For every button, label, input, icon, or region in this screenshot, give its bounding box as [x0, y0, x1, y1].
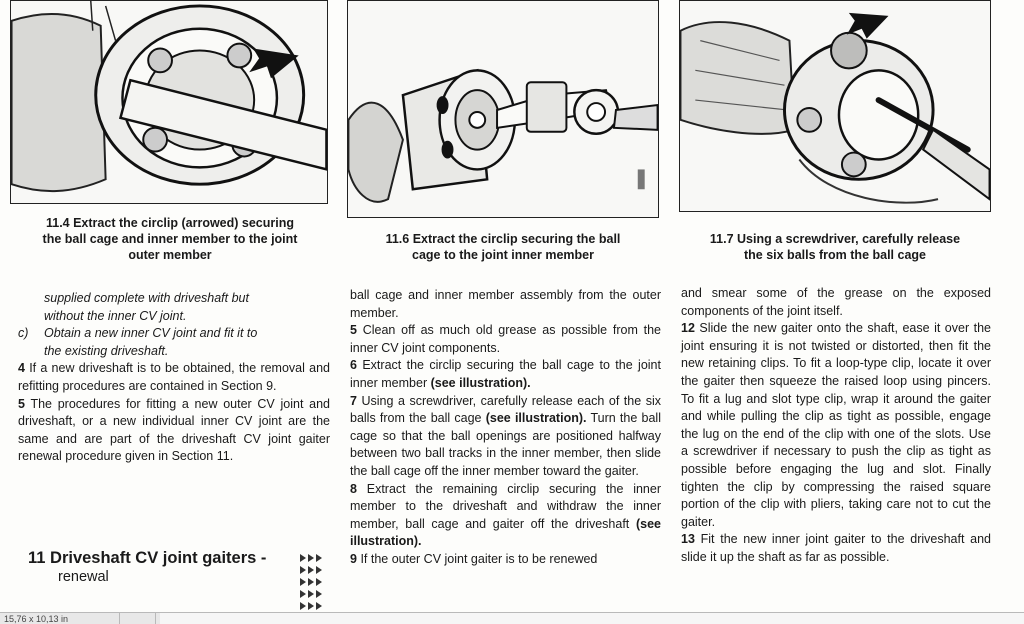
caption-line: 11.6 Extract the circlip securing the ball	[385, 232, 621, 246]
paragraph-text: Extract the circlip securing the ball cage to the joint inner member	[350, 358, 661, 390]
caption-line: the ball cage and inner member to the joint	[42, 232, 298, 246]
paragraph-number: 4	[18, 361, 25, 376]
figure-11-4	[10, 0, 328, 204]
paragraph-number: 8	[350, 481, 357, 496]
text-column-right	[681, 285, 991, 567]
paragraph-12	[681, 320, 991, 531]
paragraph-text: Clean off as much old grease as possible from the inner CV joint components.	[350, 323, 661, 355]
section-heading	[28, 548, 298, 586]
figure-11-6	[347, 0, 659, 218]
text-column-middle	[350, 287, 661, 569]
caption-line: 11.4 Extract the circlip (arrowed) securing	[45, 216, 294, 230]
section-subtitle: renewal	[58, 569, 109, 585]
paragraph-number: 5	[350, 323, 357, 338]
illustration-ref: (see illustration).	[430, 375, 531, 390]
paragraph-5	[18, 396, 330, 466]
paragraph-5	[350, 322, 661, 357]
paragraph-number: 13	[681, 532, 695, 547]
paragraph-continuation: and smear some of the grease on the exposed components of the joint itself.	[681, 286, 991, 318]
viewer-status-bar	[0, 612, 1024, 624]
paragraph-9	[350, 551, 661, 569]
status-message-area	[160, 613, 1024, 624]
text-column-left	[18, 290, 330, 466]
section-title: 11 Driveshaft CV joint gaiters -	[28, 549, 267, 567]
text-line: Obtain a new inner CV joint and fit it to	[44, 326, 258, 341]
illustration-ref: (see illustration).	[350, 516, 661, 549]
paragraph-6	[350, 357, 661, 392]
caption-line: 11.7 Using a screwdriver, carefully release	[709, 232, 961, 246]
list-continuation	[18, 290, 330, 325]
paragraph-text: If a new driveshaft is to be obtained, the removal and refitting procedures are contained in Section 9.	[18, 361, 330, 393]
list-item-c	[18, 325, 330, 360]
paragraph-text: Fit the new inner joint gaiter to the driveshaft and slide it up the shaft as far as possible.	[681, 532, 992, 564]
figure-11-7-caption	[679, 231, 991, 263]
paragraph-7	[350, 393, 661, 481]
paragraph-text: Slide the new gaiter onto the shaft, ease it over the joint ensuring it is not twisted or distorted, then fit the new retaining clips. To fit a loop-type clip, locate it over the gaiter then squeeze the raised loop using pincers. To fit a lug and slot type clip, wrap it around the gaiter and while pulling the clip as tight as possible, engage the lug on the end of the clip with one of the slots. Use a screwdriver if necessary to push the clip as tight as possible before engaging the lug and slot. Finally tighten the clip by compressing the raised square portion of the clip with pliers, taking care not to cut the gaiter.	[681, 321, 991, 529]
text-line: supplied complete with driveshaft but	[44, 291, 249, 305]
section-tab-graphic	[296, 550, 326, 614]
text-line: without the inner CV joint.	[44, 308, 187, 323]
list-label: c)	[18, 326, 29, 341]
caption-line: the six balls from the ball cage	[743, 248, 926, 262]
figure-11-6-caption	[347, 231, 659, 263]
paragraph-number: 5	[18, 396, 25, 411]
paragraph-number: 6	[350, 358, 357, 373]
figure-11-4-caption	[12, 215, 328, 263]
paragraph-number: 7	[350, 393, 357, 408]
document-size-readout: 15,76 x 10,13 in	[0, 613, 120, 624]
illustration-ref: (see illustration).	[485, 411, 587, 426]
figure-11-7-illustration	[680, 1, 990, 211]
figure-11-4-illustration	[11, 1, 327, 203]
paragraph-number: 12	[681, 321, 695, 336]
paragraph-4	[18, 360, 330, 395]
paragraph-13	[681, 531, 991, 566]
paragraph-text: Using a screwdriver, carefully release each of the six balls from the ball cage	[350, 393, 661, 426]
paragraph-text: If the outer CV joint gaiter is to be renewed	[360, 551, 598, 566]
paragraph-text: Turn the ball cage so that the ball openings are positioned halfway between two ball tracks in the inner member, then slide the ball cage off the inner member toward the gaiter.	[350, 411, 661, 478]
status-cell	[124, 613, 156, 624]
paragraph-text: Extract the remaining circlip securing the inner member to the driveshaft and withdraw the inner member, ball cage and gaiter off the driveshaft	[350, 481, 661, 531]
caption-line: cage to the joint inner member	[412, 248, 594, 262]
paragraph-text: The procedures for fitting a new outer CV joint and driveshaft, or a new individual inner CV joint are the same and are part of the driveshaft CV joint gaiter renewal procedure given in Section 11.	[18, 396, 330, 464]
caption-line: outer member	[128, 248, 212, 262]
figure-11-7	[679, 0, 991, 212]
paragraph-number: 9	[350, 551, 357, 566]
figure-11-6-illustration	[348, 1, 658, 217]
text-line: the existing driveshaft.	[44, 343, 169, 358]
paragraph-8	[350, 481, 661, 551]
paragraph-continuation: ball cage and inner member assembly from the outer member.	[350, 288, 661, 320]
